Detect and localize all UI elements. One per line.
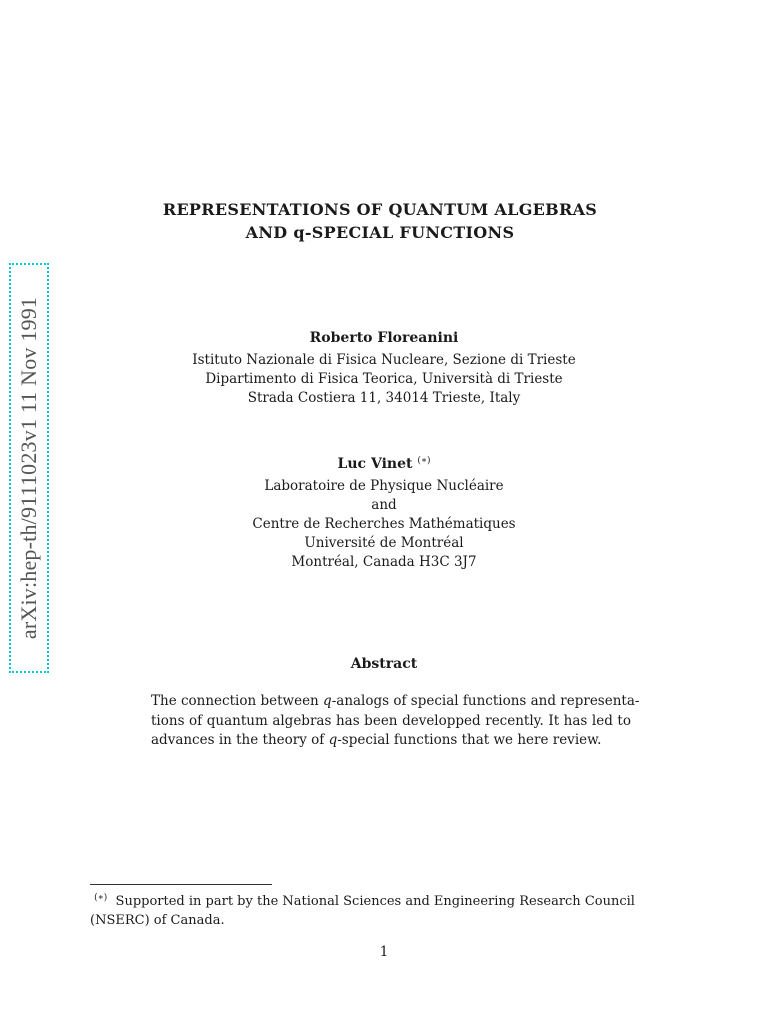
author-affiliation <box>130 351 638 408</box>
abstract-line: tions of quantum algebras has been developped recently. It has led to <box>151 712 631 729</box>
paper-title <box>100 198 660 244</box>
affiliation-line: Laboratoire de Physique Nucléaire <box>264 478 504 494</box>
title-line-2: AND q-SPECIAL FUNCTIONS <box>245 223 515 242</box>
affiliation-line: Montréal, Canada H3C 3J7 <box>291 554 477 570</box>
arxiv-identifier: arXiv:hep-th/9111023v1 11 Nov 1991 <box>16 296 41 640</box>
author-block-2 <box>130 452 638 572</box>
footnote-marker: (∗) <box>94 893 108 903</box>
affiliation-line: Centre de Recherches Mathématiques <box>252 516 516 532</box>
abstract-line: The connection between q-analogs of special functions and representa- <box>151 693 640 709</box>
affiliation-line: Dipartimento di Fisica Teorica, Università di Trieste <box>205 371 563 387</box>
affiliation-line: Strada Costiera 11, 34014 Trieste, Italy <box>247 390 521 406</box>
title-line-1: REPRESENTATIONS OF QUANTUM ALGEBRAS <box>162 200 598 219</box>
abstract-heading: Abstract <box>350 656 418 672</box>
affiliation-line: and <box>371 497 397 513</box>
author-name: Luc Vinet (∗) <box>337 456 431 472</box>
footnote <box>90 889 686 930</box>
footnote-marker: (∗) <box>417 456 431 466</box>
page-number: 1 <box>379 944 389 960</box>
abstract-line: advances in the theory of q-special functions that we here review. <box>151 732 602 748</box>
arxiv-stamp <box>9 263 49 673</box>
footnote-text: Supported in part by the National Sciences and Engineering Research Council (NSERC) of Canada. <box>90 894 635 928</box>
affiliation-line: Istituto Nazionale di Fisica Nucleare, Sezione di Trieste <box>192 352 576 368</box>
author-block-1 <box>130 329 638 408</box>
affiliation-line: Université de Montréal <box>304 535 464 551</box>
footnote-rule <box>90 884 272 885</box>
abstract-body <box>151 692 640 751</box>
author-name: Roberto Floreanini <box>309 330 459 346</box>
author-affiliation <box>130 477 638 572</box>
